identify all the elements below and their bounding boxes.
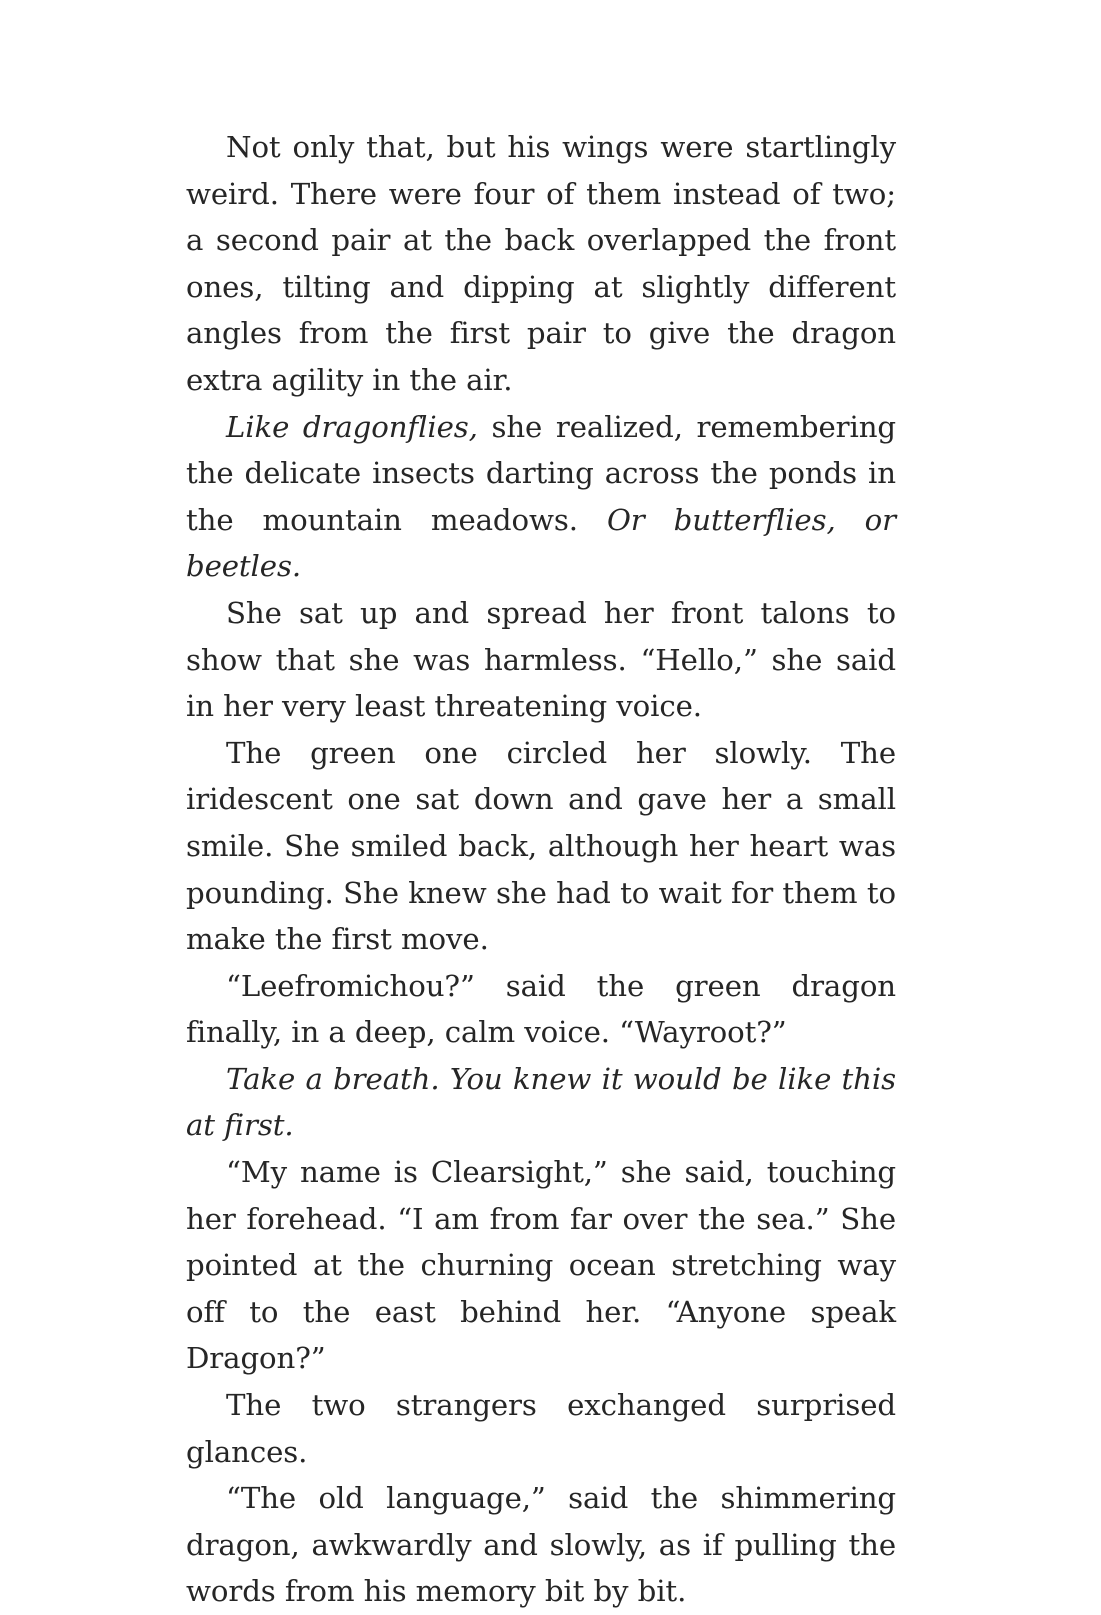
paragraph-text: “My name is Clearsight,” she said, touching her forehead. “I am from far over the sea.” She pointed at the churning ocean stretching way off to the east behind her. “Anyone speak Dragon?”	[186, 1155, 896, 1376]
paragraph	[186, 1382, 896, 1475]
paragraph-text: She sat up and spread her front talons to show that she was harmless. “Hello,” she said in her very least threatening voice.	[186, 595, 896, 724]
paragraph	[186, 404, 896, 590]
paragraph-italic-text: Or butterflies, or beetles.	[186, 502, 896, 584]
paragraph	[186, 963, 896, 1056]
paragraph	[186, 590, 896, 730]
paragraph-text: The green one circled her slowly. The iridescent one sat down and gave her a small smile. She smiled back, although her heart was pounding. She knew she had to wait for them to make the first move.	[186, 735, 896, 957]
paragraph-text: “Leefromichou?” said the green dragon finally, in a deep, calm voice. “Wayroot?”	[186, 968, 896, 1050]
paragraph	[186, 1475, 896, 1615]
paragraph	[186, 1149, 896, 1382]
book-page-body	[186, 124, 896, 1615]
paragraph-text: The two strangers exchanged surprised glances.	[186, 1388, 896, 1469]
paragraph-text: Not only that, but his wings were startlingly weird. There were four of them instead of two; a second pair at the back overlapped the front ones, tilting and dipping at slightly different angles from the first pair to give the dragon extra agility in the air.	[186, 130, 896, 397]
paragraph	[186, 730, 896, 963]
paragraph	[186, 1056, 896, 1149]
paragraph-text: “The old language,” said the shimmering dragon, awkwardly and slowly, as if pulling the words from his memory bit by bit.	[186, 1481, 896, 1609]
paragraph-italic-text: Take a breath. You knew it would be like this at first.	[186, 1061, 896, 1143]
paragraph	[186, 124, 896, 404]
paragraph-text: she realized, remembering the delicate insects darting across the ponds in the mountain meadows.	[186, 409, 896, 537]
paragraph-italic-text: Like dragonflies,	[226, 409, 478, 444]
